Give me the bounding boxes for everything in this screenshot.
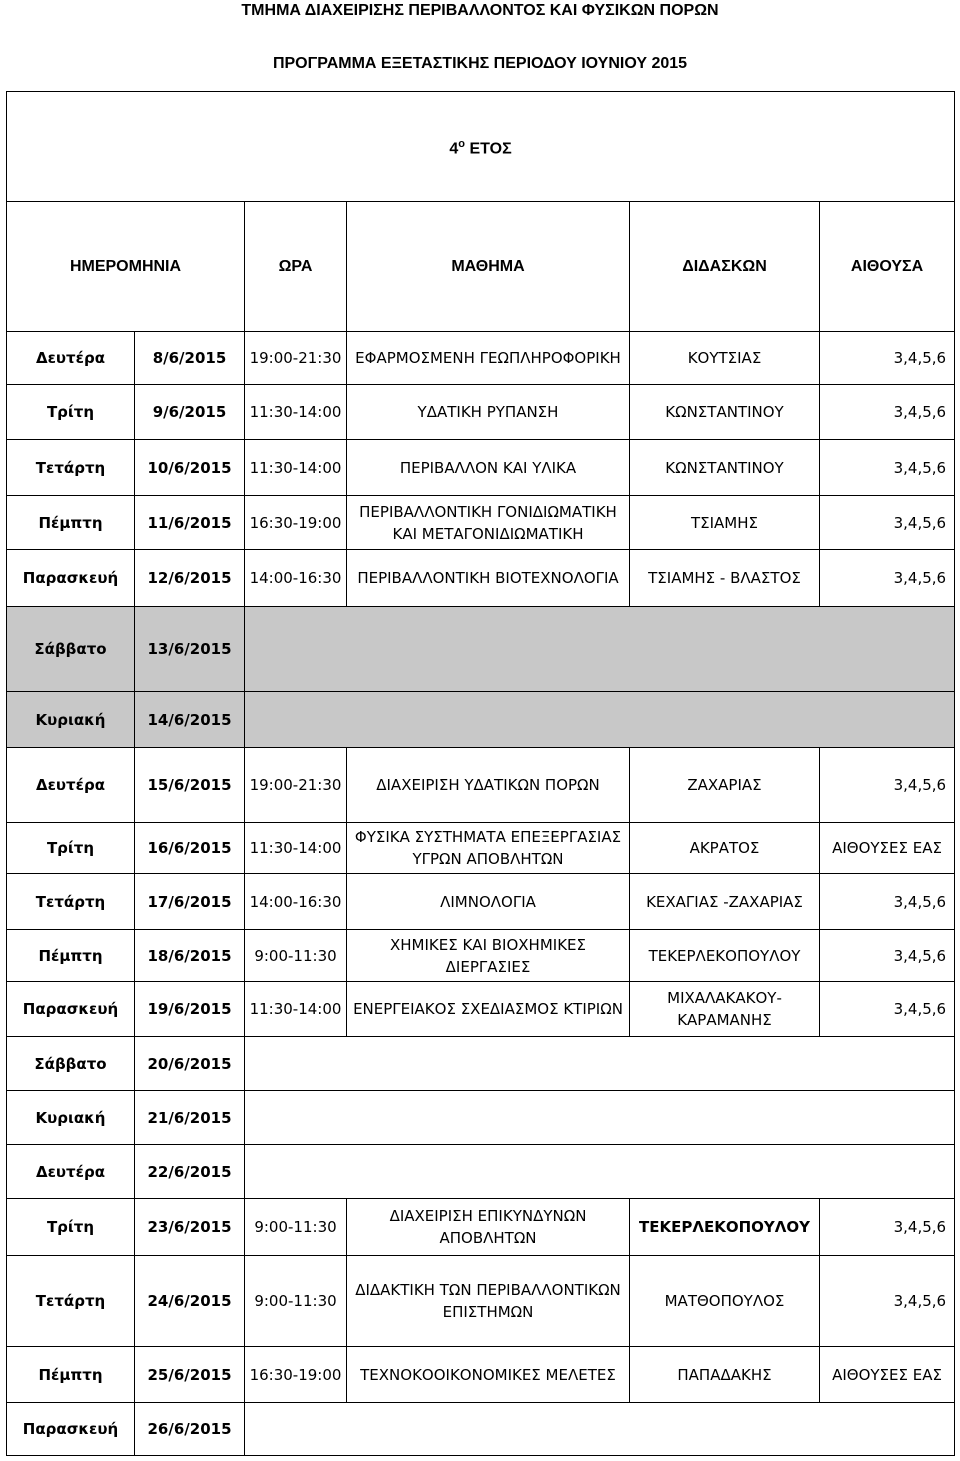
course-cell: ΠΕΡΙΒΑΛΛΟΝ ΚΑΙ ΥΛΙΚΑ (347, 440, 630, 496)
teacher-line-2: ΚΑΡΑΜΑΝΗΣ (677, 1011, 772, 1029)
room-cell: 3,4,5,6 (820, 496, 955, 550)
time-cell: 14:00-16:30 (245, 550, 347, 607)
day-cell: Πέμπτη (7, 930, 135, 982)
empty-cell (245, 1091, 955, 1145)
col-header-time: ΩΡΑ (245, 202, 347, 332)
empty-cell (245, 692, 955, 748)
teacher-line-1: ΜΙΧΑΛΑΚΑΚΟΥ- (667, 989, 782, 1007)
course-cell: ΠΕΡΙΒΑΛΛΟΝΤΙΚΗ ΒΙΟΤΕΧΝΟΛΟΓΙΑ (347, 550, 630, 607)
course-cell: ΕΦΑΡΜΟΣΜΕΝΗ ΓΕΩΠΛΗΡΟΦΟΡΙΚΗ (347, 332, 630, 385)
room-cell: 3,4,5,6 (820, 930, 955, 982)
teacher-cell: ΚΩΝΣΤΑΝΤΙΝΟΥ (630, 440, 820, 496)
course-cell: ΔΙΑΧΕΙΡΙΣΗ ΥΔΑΤΙΚΩΝ ΠΟΡΩΝ (347, 748, 630, 823)
day-cell: Τετάρτη (7, 874, 135, 930)
date-cell: 8/6/2015 (135, 332, 245, 385)
day-cell: Παρασκευή (7, 1403, 135, 1456)
course-cell (347, 1256, 630, 1347)
course-cell (347, 496, 630, 550)
date-cell: 10/6/2015 (135, 440, 245, 496)
col-header-room: ΑΙΘΟΥΣΑ (820, 202, 955, 332)
day-cell: Σάββατο (7, 1037, 135, 1091)
room-cell: 3,4,5,6 (820, 874, 955, 930)
column-header-row (7, 202, 955, 332)
table-row (7, 930, 955, 982)
course-cell: ΧΗΜΙΚΕΣ ΚΑΙ ΒΙΟΧΗΜΙΚΕΣ ΔΙΕΡΓΑΣΙΕΣ (347, 930, 630, 982)
room-cell: ΑΙΘΟΥΣΕΣ ΕΑΣ (820, 1347, 955, 1403)
date-cell: 19/6/2015 (135, 982, 245, 1037)
table-row (7, 607, 955, 692)
table-row (7, 823, 955, 874)
day-cell: Κυριακή (7, 1091, 135, 1145)
teacher-cell (630, 982, 820, 1037)
course-line-1: ΦΥΣΙΚΑ ΣΥΣΤΗΜΑΤΑ ΕΠΕΞΕΡΓΑΣΙΑΣ (354, 828, 622, 846)
date-cell: 25/6/2015 (135, 1347, 245, 1403)
table-row (7, 1091, 955, 1145)
date-cell: 13/6/2015 (135, 607, 245, 692)
course-cell: ΕΝΕΡΓΕΙΑΚΟΣ ΣΧΕΔΙΑΣΜΟΣ ΚΤΙΡΙΩΝ (347, 982, 630, 1037)
teacher-cell: ΑΚΡΑΤΟΣ (630, 823, 820, 874)
day-cell: Κυριακή (7, 692, 135, 748)
table-row (7, 1199, 955, 1256)
date-cell: 24/6/2015 (135, 1256, 245, 1347)
room-cell: 3,4,5,6 (820, 332, 955, 385)
room-cell: 3,4,5,6 (820, 748, 955, 823)
teacher-cell: ΤΕΚΕΡΛΕΚΟΠΟΥΛΟΥ (630, 1199, 820, 1256)
date-cell: 18/6/2015 (135, 930, 245, 982)
day-cell: Πέμπτη (7, 496, 135, 550)
teacher-cell: ΚΩΝΣΤΑΝΤΙΝΟΥ (630, 385, 820, 440)
time-cell: 11:30-14:00 (245, 440, 347, 496)
day-cell: Τρίτη (7, 823, 135, 874)
time-cell: 9:00-11:30 (245, 930, 347, 982)
col-header-teacher: ΔΙΔΑΣΚΩΝ (630, 202, 820, 332)
room-cell: ΑΙΘΟΥΣΕΣ ΕΑΣ (820, 823, 955, 874)
table-row (7, 692, 955, 748)
year-suffix: ο (458, 137, 466, 150)
table-row (7, 550, 955, 607)
date-cell: 11/6/2015 (135, 496, 245, 550)
empty-cell (245, 1403, 955, 1456)
table-row (7, 1145, 955, 1199)
empty-cell (245, 1145, 955, 1199)
schedule-title: ΠΡΟΓΡΑΜΜΑ ΕΞΕΤΑΣΤΙΚΗΣ ΠΕΡΙΟΔΟΥ ΙΟΥΝΙΟΥ 2015 (272, 55, 688, 72)
teacher-cell: ΖΑΧΑΡΙΑΣ (630, 748, 820, 823)
room-cell: 3,4,5,6 (820, 550, 955, 607)
date-cell: 9/6/2015 (135, 385, 245, 440)
table-row (7, 1256, 955, 1347)
date-cell: 16/6/2015 (135, 823, 245, 874)
table-row (7, 874, 955, 930)
table-row (7, 385, 955, 440)
room-cell: 3,4,5,6 (820, 982, 955, 1037)
room-cell: 3,4,5,6 (820, 440, 955, 496)
day-cell: Δευτέρα (7, 1145, 135, 1199)
teacher-cell: ΤΣΙΑΜΗΣ - ΒΛΑΣΤΟΣ (630, 550, 820, 607)
table-row (7, 1037, 955, 1091)
day-cell: Τετάρτη (7, 440, 135, 496)
course-line-1: ΔΙΔΑΚΤΙΚΗ ΤΩΝ ΠΕΡΙΒΑΛΛΟΝΤΙΚΩΝ (355, 1281, 621, 1299)
course-line-2: ΑΠΟΒΛΗΤΩΝ (439, 1229, 537, 1247)
course-line-1: ΔΙΑΧΕΙΡΙΣΗ ΕΠΙΚΥΝΔΥΝΩΝ (389, 1207, 587, 1225)
date-cell: 12/6/2015 (135, 550, 245, 607)
table-row (7, 748, 955, 823)
table-row (7, 1403, 955, 1456)
date-cell: 26/6/2015 (135, 1403, 245, 1456)
day-cell: Τρίτη (7, 1199, 135, 1256)
course-line-2: ΥΓΡΩΝ ΑΠΟΒΛΗΤΩΝ (412, 850, 564, 868)
table-row (7, 496, 955, 550)
empty-cell (245, 607, 955, 692)
day-cell: Δευτέρα (7, 748, 135, 823)
course-line-2: ΚΑΙ ΜΕΤΑΓΟΝΙΔΙΩΜΑΤΙΚΗ (392, 524, 584, 543)
empty-cell (245, 1037, 955, 1091)
year-heading (7, 92, 955, 202)
day-cell: Δευτέρα (7, 332, 135, 385)
date-cell: 23/6/2015 (135, 1199, 245, 1256)
time-cell: 14:00-16:30 (245, 874, 347, 930)
day-cell: Τετάρτη (7, 1256, 135, 1347)
time-cell: 16:30-19:00 (245, 496, 347, 550)
room-cell: 3,4,5,6 (820, 1256, 955, 1347)
date-cell: 15/6/2015 (135, 748, 245, 823)
day-cell: Σάββατο (7, 607, 135, 692)
teacher-cell: ΜΑΤΘΟΠΟΥΛΟΣ (630, 1256, 820, 1347)
day-cell: Παρασκευή (7, 550, 135, 607)
department-title: ΤΜΗΜΑ ΔΙΑΧΕΙΡΙΣΗΣ ΠΕΡΙΒΑΛΛΟΝΤΟΣ ΚΑΙ ΦΥΣΙΚΩΝ ΠΟΡΩΝ (241, 2, 719, 19)
time-cell: 19:00-21:30 (245, 332, 347, 385)
time-cell: 9:00-11:30 (245, 1199, 347, 1256)
table-row (7, 982, 955, 1037)
col-header-date: ΗΜΕΡΟΜΗΝΙΑ (7, 202, 245, 332)
date-cell: 20/6/2015 (135, 1037, 245, 1091)
date-cell: 14/6/2015 (135, 692, 245, 748)
table-row (7, 1347, 955, 1403)
year-number: 4 (449, 140, 459, 158)
teacher-cell: ΠΑΠΑΔΑΚΗΣ (630, 1347, 820, 1403)
teacher-cell: ΚΕΧΑΓΙΑΣ -ΖΑΧΑΡΙΑΣ (630, 874, 820, 930)
time-cell: 11:30-14:00 (245, 823, 347, 874)
teacher-cell: ΤΕΚΕΡΛΕΚΟΠΟΥΛΟΥ (630, 930, 820, 982)
room-cell: 3,4,5,6 (820, 1199, 955, 1256)
course-cell (347, 1199, 630, 1256)
course-line-1: ΠΕΡΙΒΑΛΛΟΝΤΙΚΗ ΓΟΝΙΔΙΩΜΑΤΙΚΗ (359, 502, 617, 521)
time-cell: 11:30-14:00 (245, 982, 347, 1037)
day-cell: Τρίτη (7, 385, 135, 440)
time-cell: 11:30-14:00 (245, 385, 347, 440)
year-row (7, 92, 955, 202)
day-cell: Πέμπτη (7, 1347, 135, 1403)
table-row (7, 332, 955, 385)
day-cell: Παρασκευή (7, 982, 135, 1037)
time-cell: 19:00-21:30 (245, 748, 347, 823)
date-cell: 22/6/2015 (135, 1145, 245, 1199)
date-cell: 21/6/2015 (135, 1091, 245, 1145)
course-line-2: ΕΠΙΣΤΗΜΩΝ (442, 1303, 534, 1321)
col-header-course: ΜΑΘΗΜΑ (347, 202, 630, 332)
date-cell: 17/6/2015 (135, 874, 245, 930)
table-row (7, 440, 955, 496)
course-cell (347, 823, 630, 874)
teacher-cell: ΚΟΥΤΣΙΑΣ (630, 332, 820, 385)
course-cell: ΥΔΑΤΙΚΗ ΡΥΠΑΝΣΗ (347, 385, 630, 440)
time-cell: 16:30-19:00 (245, 1347, 347, 1403)
year-label: ΕΤΟΣ (469, 140, 512, 158)
course-cell: ΛΙΜΝΟΛΟΓΙΑ (347, 874, 630, 930)
time-cell: 9:00-11:30 (245, 1256, 347, 1347)
room-cell: 3,4,5,6 (820, 385, 955, 440)
exam-schedule-table (6, 91, 955, 1456)
course-cell: ΤΕΧΝΟΚΟΟΙΚΟΝΟΜΙΚΕΣ ΜΕΛΕΤΕΣ (347, 1347, 630, 1403)
teacher-cell: ΤΣΙΑΜΗΣ (630, 496, 820, 550)
